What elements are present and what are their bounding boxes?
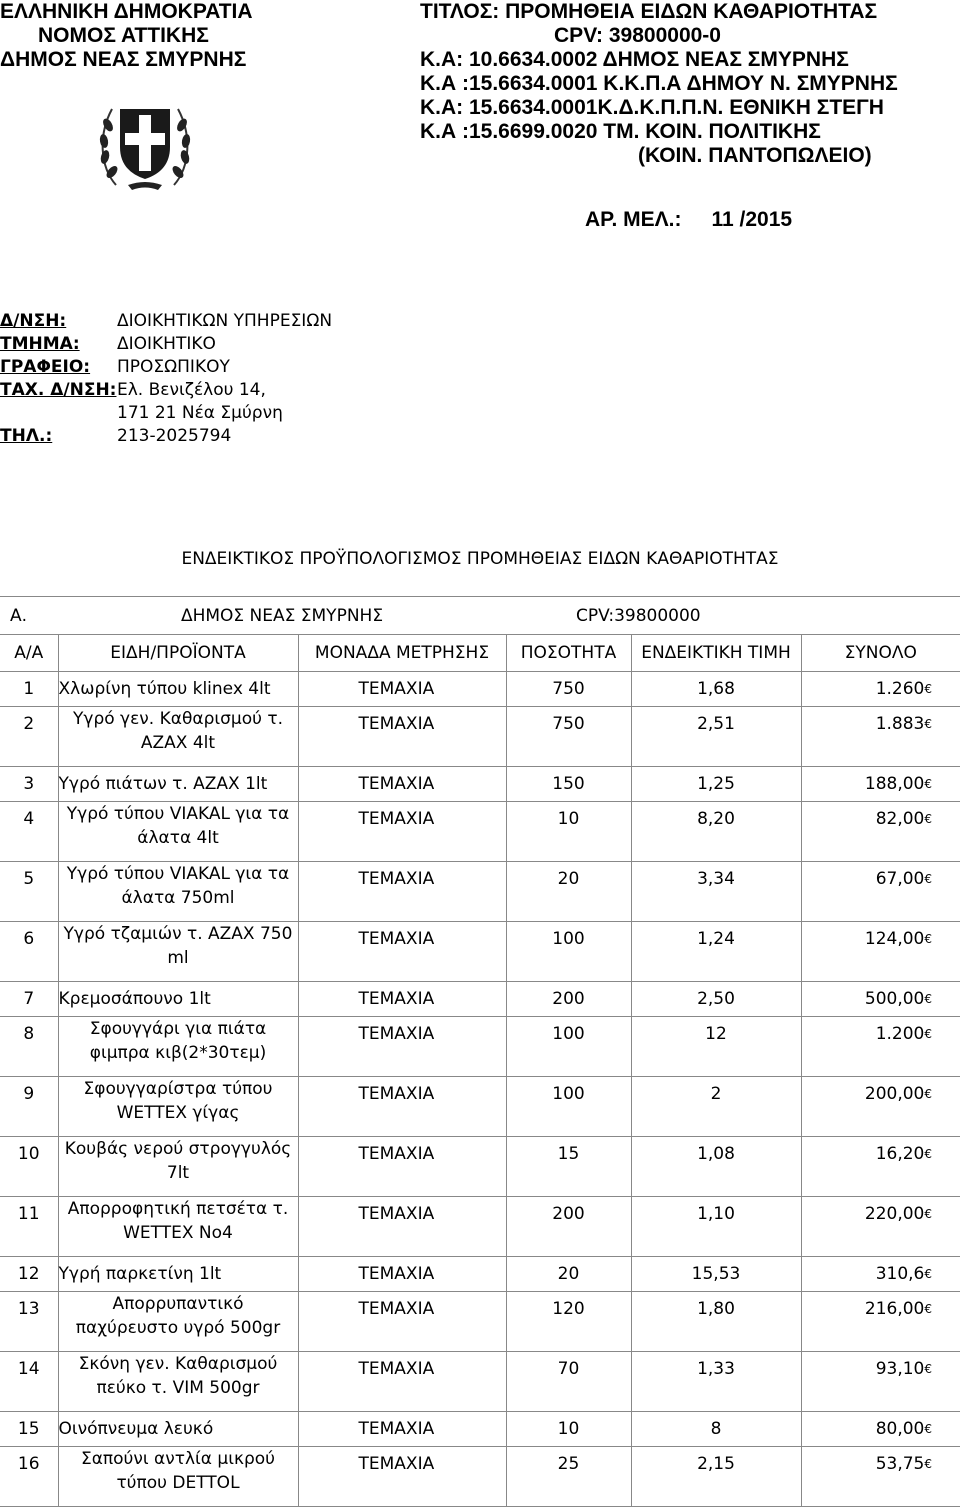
euro-sign: € (924, 1267, 932, 1281)
euro-sign: € (924, 777, 932, 791)
row-price-text: 1,08 (697, 1144, 735, 1164)
row-total-text: 82,00 (875, 809, 925, 829)
budget-table (0, 596, 960, 1507)
euro-sign: € (924, 812, 932, 826)
row-quantity (506, 707, 631, 767)
row-price-text: 3,34 (697, 869, 735, 889)
postal-address-label: ΤΑΧ. Δ/ΝΣΗ: (0, 380, 117, 400)
row-total (801, 1017, 960, 1077)
postal-address-city: 171 21 Νέα Σμύρνη (117, 403, 283, 423)
row-total-text: 200,00 (864, 1084, 925, 1104)
euro-sign: € (924, 1302, 932, 1316)
row-total (801, 1197, 960, 1257)
row-item-text: Κρεμοσάπουνο 1lt (58, 989, 211, 1009)
row-item-text: Χλωρίνη τύπου klinex 4lt (58, 679, 271, 699)
direction-value: ΔΙΟΙΚΗΤΙΚΩΝ ΥΠΗΡΕΣΙΩΝ (117, 311, 333, 331)
protocol-number (585, 208, 792, 232)
office-label: ΓΡΑΦΕΙΟ: (0, 357, 91, 377)
row-number-text: 13 (17, 1299, 40, 1319)
header-right (420, 0, 960, 168)
column-header: ΠΟΣΟΤΗΤΑ (506, 635, 631, 672)
table-row (0, 1257, 960, 1292)
row-total (801, 767, 960, 802)
row-price-text: 15,53 (691, 1264, 741, 1284)
row-total-text: 310,6 (875, 1264, 925, 1284)
header-ka-4: Κ.Α :15.6699.0020 ΤΜ. ΚΟΙΝ. ΠΟΛΙΤΙΚΗΣ (420, 120, 821, 143)
row-number-text: 12 (17, 1264, 40, 1284)
row-number-text: 1 (23, 679, 35, 699)
row-total-text: 93,10 (875, 1359, 925, 1379)
row-quantity-text: 750 (552, 679, 585, 699)
column-header: ΕΝΔΕΙΚΤΙΚΗ ΤΙΜΗ (631, 635, 801, 672)
row-item (58, 802, 298, 862)
table-row (0, 672, 960, 707)
row-quantity (506, 672, 631, 707)
row-total-text: 188,00 (864, 774, 925, 794)
header-ka-1: Κ.Α: 10.6634.0002 ΔΗΜΟΣ ΝΕΑΣ ΣΜΥΡΝΗΣ (420, 48, 849, 71)
row-price (631, 1137, 801, 1197)
row-price-text: 2,15 (697, 1454, 735, 1474)
info-block (0, 310, 332, 448)
row-price (631, 1197, 801, 1257)
row-item-text: Υγρό πιάτων τ. AZAX 1lt (58, 774, 268, 794)
row-unit (298, 862, 506, 922)
row-number (0, 1412, 58, 1447)
row-quantity-text: 20 (557, 1264, 580, 1284)
section-name: ΔΗΜΟΣ ΝΕΑΣ ΣΜΥΡΝΗΣ (58, 597, 506, 635)
euro-sign: € (924, 932, 932, 946)
column-header: ΜΟΝΑΔΑ ΜΕΤΡΗΣΗΣ (298, 635, 506, 672)
section-row (0, 597, 960, 635)
table-row (0, 1077, 960, 1137)
row-unit-text: ΤΕΜΑΧΙΑ (358, 679, 435, 699)
row-price-text: 8,20 (697, 809, 735, 829)
row-quantity (506, 1077, 631, 1137)
row-unit-text: ΤΕΜΑΧΙΑ (358, 1084, 435, 1104)
row-quantity-text: 15 (557, 1144, 580, 1164)
row-price (631, 1412, 801, 1447)
row-item-text: Κουβάς νερού στρογγυλός 7lt (64, 1139, 292, 1183)
euro-sign: € (924, 1422, 932, 1436)
row-total (801, 1137, 960, 1197)
row-unit-text: ΤΕΜΑΧΙΑ (358, 989, 435, 1009)
header-municipality: ΔΗΜΟΣ ΝΕΑΣ ΣΜΥΡΝΗΣ (0, 48, 247, 71)
row-number-text: 9 (23, 1084, 35, 1104)
table-row (0, 767, 960, 802)
row-quantity-text: 100 (552, 1084, 585, 1104)
row-number (0, 982, 58, 1017)
column-header: Α/Α (0, 635, 58, 672)
row-item-text: Σφουγγάρι για πιάτα φιμπρα κιβ(2*30τεμ) (89, 1019, 267, 1063)
euro-sign: € (924, 1207, 932, 1221)
row-quantity (506, 1352, 631, 1412)
row-unit-text: ΤΕΜΑΧΙΑ (358, 1264, 435, 1284)
row-unit (298, 707, 506, 767)
row-quantity (506, 862, 631, 922)
euro-sign: € (924, 872, 932, 886)
row-unit (298, 1077, 506, 1137)
row-quantity (506, 1412, 631, 1447)
row-number-text: 5 (23, 869, 35, 889)
row-number (0, 707, 58, 767)
row-price (631, 1257, 801, 1292)
row-total (801, 1352, 960, 1412)
row-price (631, 1352, 801, 1412)
row-item (58, 1017, 298, 1077)
section-letter: Α. (0, 597, 58, 635)
greek-coat-of-arms-emblem (98, 95, 192, 191)
row-quantity-text: 100 (552, 929, 585, 949)
euro-sign: € (924, 992, 932, 1006)
row-number-text: 11 (17, 1204, 40, 1224)
row-number (0, 1137, 58, 1197)
euro-sign: € (924, 1147, 932, 1161)
row-unit-text: ΤΕΜΑΧΙΑ (358, 1419, 435, 1439)
row-price-text: 8 (710, 1419, 722, 1439)
table-row (0, 1412, 960, 1447)
euro-sign: € (924, 682, 932, 696)
row-number-text: 6 (23, 929, 35, 949)
row-quantity-text: 150 (552, 774, 585, 794)
row-number (0, 1292, 58, 1352)
protocol-value: 11 /2015 (711, 208, 793, 231)
row-quantity-text: 750 (552, 714, 585, 734)
row-quantity-text: 10 (557, 1419, 580, 1439)
row-total-text: 1.200 (875, 1024, 925, 1044)
row-number (0, 1077, 58, 1137)
row-price-text: 2,50 (697, 989, 735, 1009)
table-row (0, 862, 960, 922)
row-unit-text: ΤΕΜΑΧΙΑ (358, 1144, 435, 1164)
row-total-text: 1.260 (875, 679, 925, 699)
row-unit (298, 802, 506, 862)
euro-sign: € (924, 1087, 932, 1101)
row-number (0, 1352, 58, 1412)
column-header: ΣΥΝΟΛΟ (801, 635, 960, 672)
row-total-text: 16,20 (875, 1144, 925, 1164)
row-price-text: 1,68 (697, 679, 735, 699)
table-row (0, 1292, 960, 1352)
row-unit-text: ΤΕΜΑΧΙΑ (358, 1204, 435, 1224)
row-total-text: 216,00 (864, 1299, 925, 1319)
phone-label: ΤΗΛ.: (0, 426, 53, 446)
row-quantity-text: 70 (557, 1359, 580, 1379)
row-quantity-text: 100 (552, 1024, 585, 1044)
row-item (58, 982, 298, 1017)
row-number-text: 7 (23, 989, 35, 1009)
row-quantity-text: 200 (552, 989, 585, 1009)
row-price (631, 1077, 801, 1137)
row-unit (298, 982, 506, 1017)
row-item (58, 707, 298, 767)
row-price (631, 862, 801, 922)
department-label: ΤΜΗΜΑ: (0, 334, 80, 354)
row-total-text: 80,00 (875, 1419, 925, 1439)
direction-label: Δ/ΝΣΗ: (0, 311, 67, 331)
row-quantity-text: 25 (557, 1454, 580, 1474)
row-price (631, 802, 801, 862)
header-title: ΤΙΤΛΟΣ: ΠΡΟΜΗΘΕΙΑ ΕΙΔΩΝ ΚΑΘΑΡΙΟΤΗΤΑΣ (420, 0, 878, 23)
euro-sign: € (924, 717, 932, 731)
row-item-text: Απορροφητική πετσέτα τ. WETTEX No4 (67, 1199, 289, 1243)
euro-sign: € (924, 1457, 932, 1471)
row-item (58, 672, 298, 707)
row-total (801, 1412, 960, 1447)
header-cpv: CPV: 39800000-0 (554, 24, 721, 47)
row-price-text: 1,24 (697, 929, 735, 949)
row-quantity (506, 1017, 631, 1077)
row-unit (298, 1197, 506, 1257)
table-row (0, 922, 960, 982)
row-unit (298, 672, 506, 707)
column-header: ΕΙΔΗ/ΠΡΟΪΟΝΤΑ (58, 635, 298, 672)
row-item-text: Οινόπνευμα λευκό (58, 1419, 214, 1439)
row-number-text: 8 (23, 1024, 35, 1044)
row-item (58, 922, 298, 982)
row-number (0, 767, 58, 802)
table-row (0, 707, 960, 767)
row-item-text: Υγρό τύπου VIAKAL για τα άλατα 750ml (66, 864, 290, 908)
row-unit-text: ΤΕΜΑΧΙΑ (358, 1359, 435, 1379)
row-item-text: Υγρό τζαμιών τ. AZAX 750 ml (63, 924, 293, 968)
row-price-text: 1,33 (697, 1359, 735, 1379)
row-item-text: Σαπούνι αντλία μικρού τύπου DETTOL (80, 1449, 276, 1493)
row-price (631, 982, 801, 1017)
header-ka-4b: (ΚΟΙΝ. ΠΑΝΤΟΠΩΛΕΙΟ) (638, 144, 872, 167)
office-value: ΠΡΟΣΩΠΙΚΟΥ (117, 357, 230, 377)
protocol-label: ΑΡ. ΜΕΛ.: (585, 208, 682, 231)
euro-sign: € (924, 1362, 932, 1376)
row-unit (298, 1412, 506, 1447)
postal-address-value: Ελ. Βενιζέλου 14, (117, 380, 266, 400)
row-number (0, 1017, 58, 1077)
row-price-text: 2,51 (697, 714, 735, 734)
row-item (58, 1352, 298, 1412)
row-unit (298, 1017, 506, 1077)
row-quantity (506, 922, 631, 982)
row-unit-text: ΤΕΜΑΧΙΑ (358, 714, 435, 734)
row-unit-text: ΤΕΜΑΧΙΑ (358, 1299, 435, 1319)
header-left (0, 0, 300, 72)
row-unit-text: ΤΕΜΑΧΙΑ (358, 929, 435, 949)
row-number-text: 16 (17, 1454, 40, 1474)
table-row (0, 1017, 960, 1077)
row-number (0, 922, 58, 982)
row-quantity (506, 982, 631, 1017)
row-number-text: 10 (17, 1144, 40, 1164)
row-unit-text: ΤΕΜΑΧΙΑ (358, 774, 435, 794)
row-price (631, 767, 801, 802)
row-quantity-text: 200 (552, 1204, 585, 1224)
row-price (631, 672, 801, 707)
row-item-text: Σκόνη γεν. Καθαρισμού πεύκο τ. VIM 500gr (78, 1354, 278, 1398)
row-unit-text: ΤΕΜΑΧΙΑ (358, 809, 435, 829)
row-number (0, 1197, 58, 1257)
row-quantity-text: 120 (552, 1299, 585, 1319)
phone-value: 213-2025794 (117, 426, 232, 446)
row-total (801, 982, 960, 1017)
row-total (801, 1257, 960, 1292)
row-item-text: Υγρή παρκετίνη 1lt (58, 1264, 222, 1284)
table-row (0, 1137, 960, 1197)
row-total (801, 707, 960, 767)
row-number-text: 15 (17, 1419, 40, 1439)
row-item (58, 767, 298, 802)
row-total (801, 862, 960, 922)
row-price-text: 1,10 (697, 1204, 735, 1224)
row-price-text: 2 (710, 1084, 722, 1104)
row-item (58, 1412, 298, 1447)
row-number (0, 1257, 58, 1292)
row-total (801, 1077, 960, 1137)
row-price (631, 1017, 801, 1077)
row-item (58, 1292, 298, 1352)
row-total (801, 1292, 960, 1352)
section-cpv: CPV:39800000 (506, 597, 960, 635)
department-value: ΔΙΟΙΚΗΤΙΚΟ (117, 334, 216, 354)
row-price (631, 1292, 801, 1352)
row-total-text: 500,00 (864, 989, 925, 1009)
row-price-text: 1,25 (697, 774, 735, 794)
row-number (0, 802, 58, 862)
row-price-text: 1,80 (697, 1299, 735, 1319)
row-quantity-text: 20 (557, 869, 580, 889)
row-total-text: 220,00 (864, 1204, 925, 1224)
row-unit-text: ΤΕΜΑΧΙΑ (358, 869, 435, 889)
row-number-text: 2 (23, 714, 35, 734)
row-item (58, 862, 298, 922)
row-price (631, 922, 801, 982)
row-quantity (506, 767, 631, 802)
row-number (0, 672, 58, 707)
row-number-text: 14 (17, 1359, 40, 1379)
column-header-row (0, 635, 960, 672)
row-item (58, 1077, 298, 1137)
row-total (801, 922, 960, 982)
row-unit (298, 767, 506, 802)
table-row (0, 1352, 960, 1412)
header-ka-2: Κ.Α :15.6634.0001 Κ.Κ.Π.Α ΔΗΜΟΥ Ν. ΣΜΥΡΝΗΣ (420, 72, 898, 95)
row-number (0, 862, 58, 922)
row-unit (298, 1292, 506, 1352)
table-row (0, 982, 960, 1017)
row-number-text: 3 (23, 774, 35, 794)
row-item-text: Υγρό τύπου VIAKAL για τα άλατα 4lt (66, 804, 290, 848)
row-total-text: 1.883 (875, 714, 925, 734)
row-unit-text: ΤΕΜΑΧΙΑ (358, 1024, 435, 1044)
row-unit (298, 1352, 506, 1412)
row-unit-text: ΤΕΜΑΧΙΑ (358, 1454, 435, 1474)
row-total-text: 53,75 (875, 1454, 925, 1474)
header-ka-3: Κ.Α: 15.6634.0001Κ.Δ.Κ.Π.Π.Ν. ΕΘΝΙΚΗ ΣΤΕΓΗ (420, 96, 884, 119)
row-unit (298, 1257, 506, 1292)
row-total (801, 672, 960, 707)
row-total (801, 802, 960, 862)
row-item-text: Σφουγγαρίστρα τύπου WETTEX γίγας (83, 1079, 273, 1123)
row-item (58, 1137, 298, 1197)
document-title: ΕΝΔΕΙΚΤΙΚΟΣ ΠΡΟΫΠΟΛΟΓΙΣΜΟΣ ΠΡΟΜΗΘΕΙΑΣ ΕΙΔΩΝ ΚΑΘΑΡΙΟΤΗΤΑΣ (181, 549, 779, 569)
row-quantity (506, 802, 631, 862)
row-total-text: 124,00 (864, 929, 925, 949)
row-item-text: Υγρό γεν. Καθαρισμού τ. AZAX 4lt (73, 709, 283, 753)
row-quantity (506, 1197, 631, 1257)
row-quantity (506, 1137, 631, 1197)
table-row (0, 802, 960, 862)
euro-sign: € (924, 1027, 932, 1041)
row-unit (298, 1137, 506, 1197)
header-prefecture: ΝΟΜΟΣ ΑΤΤΙΚΗΣ (38, 24, 209, 47)
header-country: ΕΛΛΗΝΙΚΗ ΔΗΜΟΚΡΑΤΙΑ (0, 0, 253, 23)
row-item-text: Απορρυπαντικό παχύρευστο υγρό 500gr (75, 1294, 281, 1338)
row-quantity (506, 1257, 631, 1292)
row-price (631, 707, 801, 767)
row-price-text: 12 (705, 1024, 727, 1044)
row-unit (298, 922, 506, 982)
row-number-text: 4 (23, 809, 35, 829)
row-quantity-text: 10 (557, 809, 580, 829)
row-item (58, 1257, 298, 1292)
table-row (0, 1197, 960, 1257)
row-item (58, 1197, 298, 1257)
row-quantity (506, 1292, 631, 1352)
row-total-text: 67,00 (875, 869, 925, 889)
